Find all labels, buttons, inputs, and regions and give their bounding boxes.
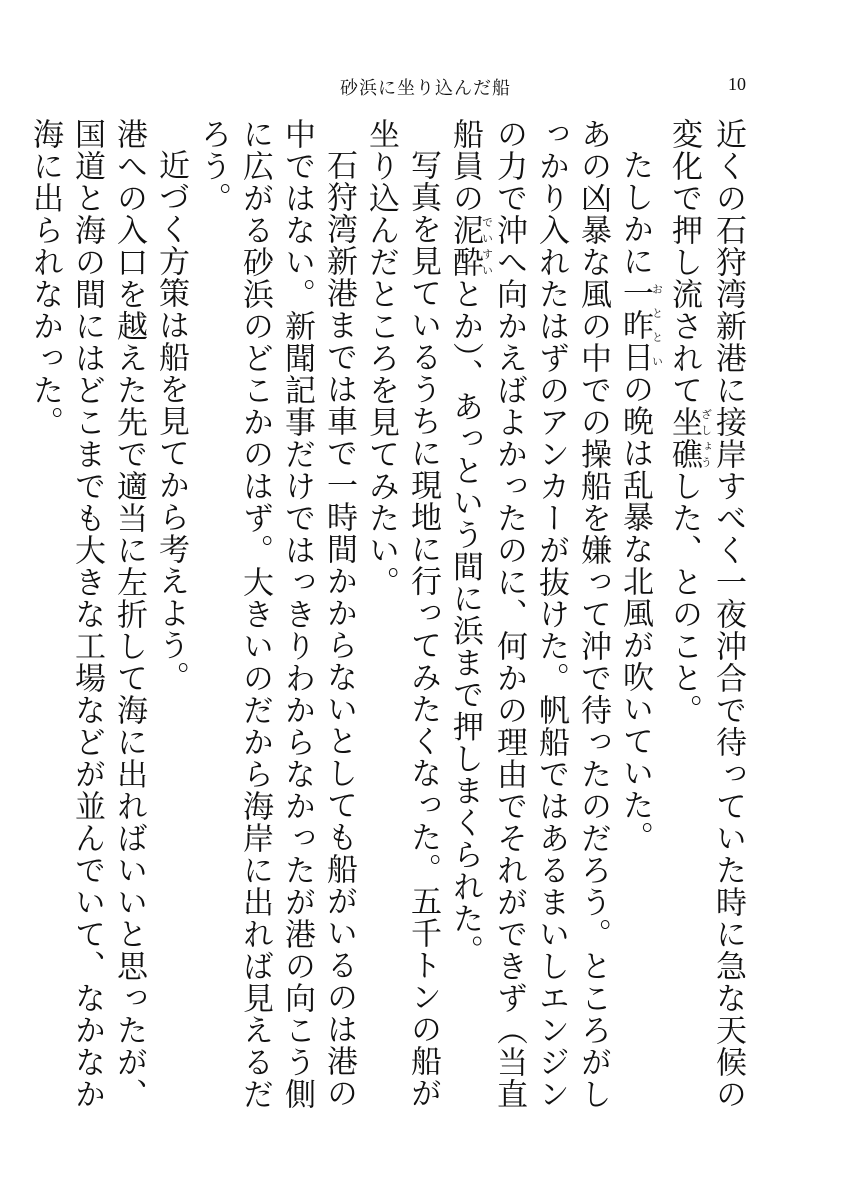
body-text-run: たしかに (617, 149, 653, 277)
body-text-run: 石狩湾新港までは車で一時間かからないとしても船がいるのは港の中ではない。新聞記事だけではっきりわからなかったが港の向こう側に広がる砂浜のどこかのはず。大きいのだから海岸に出れば見えるだろう。 (195, 118, 357, 1110)
body-paragraph (192, 118, 360, 1118)
ruby-base: 泥酔 (447, 214, 483, 278)
body-text-run: 近くの石狩湾新港に接岸すべく一夜沖合で待っていた時に急な天候の変化で押し流されて (666, 118, 746, 1110)
body-paragraph (24, 118, 150, 1118)
body-text-run: あの凶暴な風の中での操船を嫌って沖で待ったのだろう。ところがしっかり入れたはずのアンカーが抜けた。帆船ではあるまいしエンジンの力で沖へ向かえばよかったのに、何かの理由でそれができず（当直船員の (447, 118, 611, 1110)
ruby-annotated-word (666, 406, 713, 470)
body-text-run: の晩は乱暴な北風が吹いていた。 (617, 373, 653, 853)
body-text-run: した、とのこと。 (666, 470, 702, 726)
body-text-run: とか）、あっという間に浜まで押しまくられた。 (447, 278, 483, 967)
vertical-body-text (24, 118, 749, 1118)
ruby-base: 坐礁 (666, 406, 702, 470)
body-text-run: 写真を見ているうちに現地に行ってみたくなった。五千トンの船が坐り込んだところを見てみたい。 (363, 118, 441, 1109)
ruby-reading: おととい (650, 277, 664, 373)
body-text-run: 近づく方策は船を見てから考えよう。 (153, 149, 189, 693)
ruby-base: 一昨日 (617, 277, 653, 373)
body-paragraph (444, 118, 614, 1118)
body-text-run: 港への入口を越えた先で適当に左折して海に出ればいいと思ったが、国道と海の間にはどこまでも大きな工場などが並んでいて、なかなか海に出られなかった。 (27, 118, 147, 1110)
ruby-annotated-word (617, 277, 664, 373)
running-header-title: 砂浜に坐り込んだ船 (340, 78, 511, 99)
body-paragraph (150, 118, 192, 1118)
ruby-annotated-word (447, 214, 494, 278)
ruby-reading: ざしょう (699, 406, 713, 470)
body-paragraph (360, 118, 444, 1118)
body-paragraph (663, 118, 749, 1118)
page-number: 10 (728, 74, 746, 94)
body-paragraph (614, 118, 663, 1118)
ruby-reading: でいすい (480, 214, 494, 278)
